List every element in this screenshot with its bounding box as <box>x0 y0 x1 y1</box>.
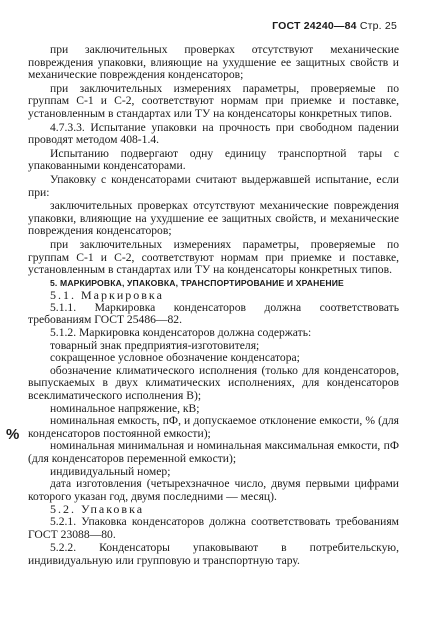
paragraph: Упаковку с конденсаторами считают выдержавшей испытание, если при: <box>28 172 399 199</box>
subsection-title: 5.2. Упаковка <box>50 502 145 517</box>
standard-number: ГОСТ 24240—84 <box>272 20 357 32</box>
document-body <box>6 43 399 567</box>
list-item: товарный знак предприятия-изготовителя; <box>50 338 260 352</box>
paragraph: 5.2.1. Упаковка конденсаторов должна соответствовать требованиям ГОСТ 23088—80. <box>28 514 399 541</box>
list-item-with-margin-mark <box>6 414 399 444</box>
list-item: сокращенное условное обозначение конденсатора; <box>50 351 300 365</box>
paragraph: при заключительных измерениях параметры, проверяемые по группам С-1 и С-2, соответствуют нормам при приемке и поставке, установленным в стандартах или ТУ на конденсаторы конкретных типов. <box>28 81 399 120</box>
paragraph: 4.7.3.3. Испытание упаковки на прочность при свободном падении проводят методом 408-1.4. <box>28 120 399 147</box>
paragraph: 5.1.2. Маркировка конденсаторов должна содержать: <box>50 326 312 340</box>
list-item: номинальная минимальная и номинальная максимальная емкости, пФ (для конденсаторов переменной емкости); <box>28 439 399 465</box>
paragraph: при заключительных проверках отсутствуют механические повреждения упаковки, влияющие на ухудшение ее защитных свойств и механические повреждения конденсаторов; <box>28 43 399 82</box>
paragraph: Испытанию подвергают одну единицу транспортной тары с упакованными конденсаторами. <box>28 146 399 173</box>
section-title: 5. МАРКИРОВКА, УПАКОВКА, ТРАНСПОРТИРОВАНИЕ И ХРАНЕНИЕ <box>50 277 344 288</box>
list-item: номинальное напряжение, кВ; <box>50 401 200 415</box>
page-header <box>272 20 397 32</box>
page-number: Стр. 25 <box>359 20 397 32</box>
paragraph: 5.2.2. Конденсаторы упаковывают в потребительскую, индивидуальную или групповую и транспортную тару. <box>28 541 399 567</box>
paragraph: заключительных проверках отсутствуют механические повреждения упаковки, влияющие на ухудшение ее защитных свойств, и механические повреждения конденсаторов; <box>28 199 399 238</box>
paragraph: 5.1.1. Маркировка конденсаторов должна соответствовать требованиям ГОСТ 25486—82. <box>28 300 399 327</box>
paragraph: при заключительных измерениях параметры, проверяемые по группам С-1 и С-2, соответствуют нормам при приемке и поставке, установленным в стандартах или ТУ на конденсаторы конкретных типов. <box>28 237 399 277</box>
list-item: обозначение климатического исполнения (только для конденсаторов, выпускаемых в двух климатических исполнениях, для конденсаторов всеклиматического исполнения В); <box>28 363 399 403</box>
subsection-title: 5.1. Маркировка <box>50 288 164 303</box>
list-item: номинальная емкость, пФ, и допускаемое отклонение емкости, % (для конденсаторов постоянной емкости); <box>28 414 399 440</box>
list-item: индивидуальный номер; <box>50 464 171 478</box>
margin-mark: % <box>6 426 20 444</box>
list-item: дата изготовления (четырехзначное число, двумя первыми цифрами которого указан год, двумя последними — месяц). <box>28 477 399 503</box>
